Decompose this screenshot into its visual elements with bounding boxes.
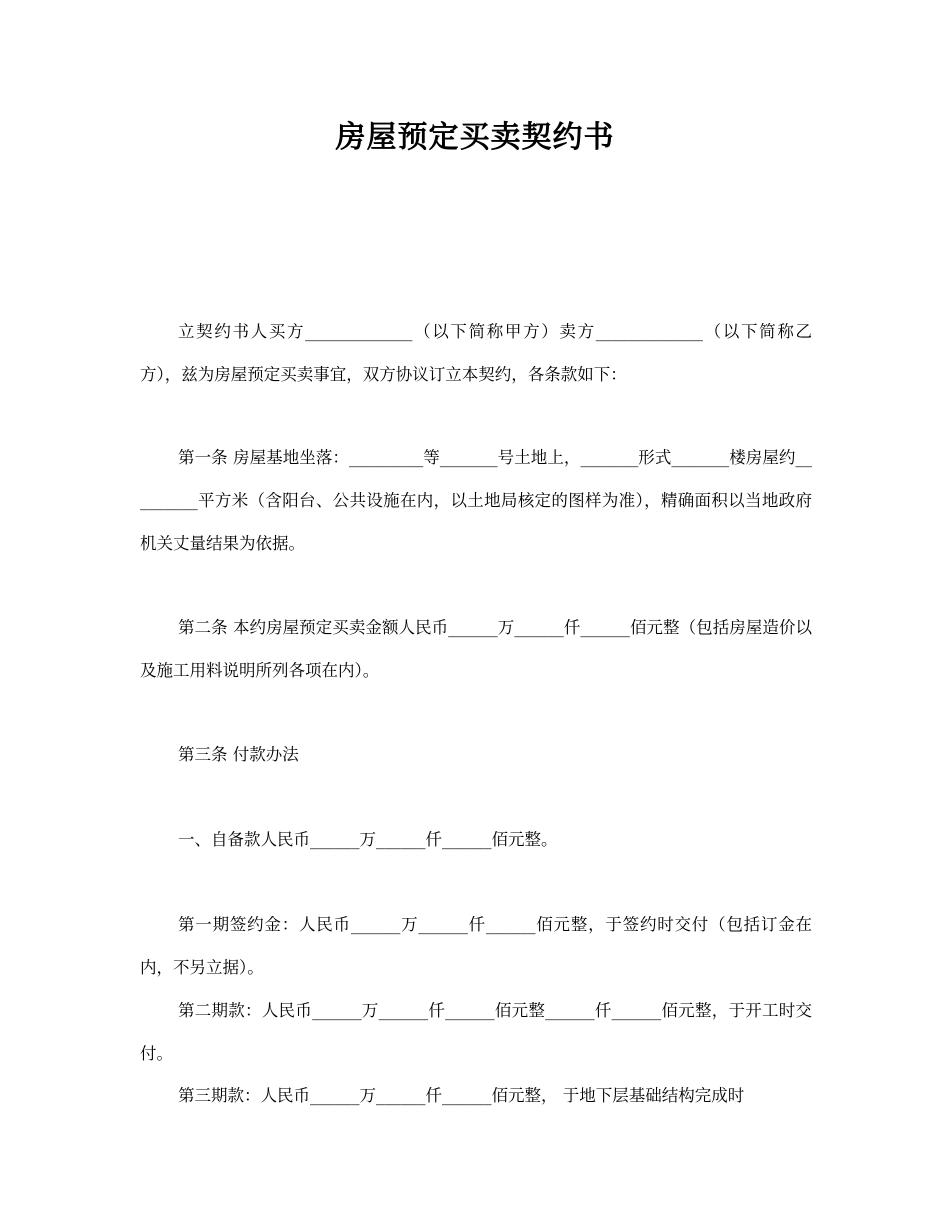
payment-phase-3: 第三期款：人民币______万______仟______佰元整， 于地下层基础结构完成时 <box>178 1086 745 1105</box>
payment-phase-2: 第二期款：人民币______万______仟______佰元整______仟______佰元整，于开工时交付。 <box>140 1001 812 1063</box>
article-3-heading: 第三条 付款办法 <box>178 745 299 764</box>
article-1-paragraph: 第一条 房屋基地坐落：_________等_______号土地上，_______形式_______楼房屋约_________平方米（含阳台、公共设施在内，以土地局核定的图样为准），精确面积以当地政府机关丈量结果为依据。 <box>140 448 812 553</box>
payment-phase-1: 第一期签约金：人民币______万______仟______佰元整，于签约时交付（包括订金在内，不另立据）。 <box>140 915 812 977</box>
article-2-paragraph: 第二条 本约房屋预定买卖金额人民币______万______仟______佰元整（包括房屋造价以及施工用料说明所列各项在内）。 <box>140 618 812 680</box>
self-funded-paragraph: 一、自备款人民币______万______仟______佰元整。 <box>178 830 558 849</box>
document-title: 房屋预定买卖契约书 <box>335 120 615 155</box>
preamble-paragraph: 立契约书人买方_____________（以下简称甲方）卖方_____________（以下简称乙方），兹为房屋预定买卖事宜，双方协议订立本契约，各条款如下： <box>140 322 812 384</box>
